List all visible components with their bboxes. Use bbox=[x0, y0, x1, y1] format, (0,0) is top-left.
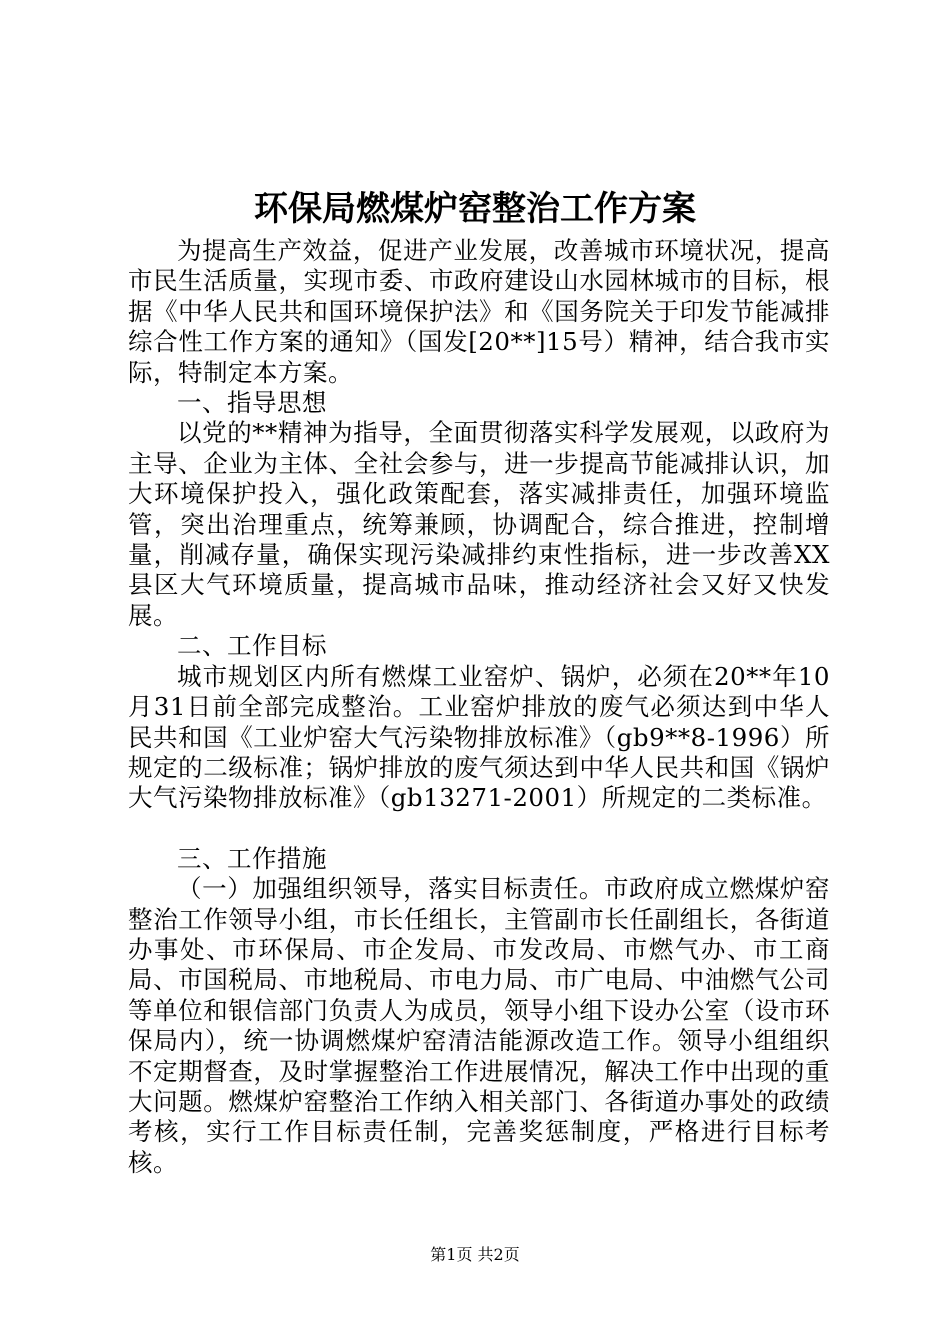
section-heading-work-goals: 二、工作目标 bbox=[177, 631, 327, 661]
section-heading-work-measures: 三、工作措施 bbox=[177, 843, 327, 873]
guiding-ideology-paragraph: 以党的**精神为指导，全面贯彻落实科学发展观，以政府为主导、企业为主体、全社会参与，进一步提高节能减排认识，加大环境保护投入，强化政策配套，落实减排责任，加强环境监管，突出治理重点，统筹兼顾，协调配合，综合推进，控制增量，削减存量，确保实现污染减排约束性指标，进一步改善XX县区大气环境质量，提高城市品味，推动经济社会又好又快发展。 bbox=[128, 418, 830, 630]
blank-line bbox=[128, 814, 830, 844]
work-goals-paragraph: 城市规划区内所有燃煤工业窑炉、锅炉，必须在20**年10月31日前全部完成整治。工业窑炉排放的废气必须达到中华人民共和国《工业炉窑大气污染物排放标准》（gb9**8-1996）所规定的二级标准；锅炉排放的废气须达到中华人民共和国《锅炉大气污染物排放标准》（gb13271-2001）所规定的二类标准。 bbox=[128, 661, 830, 813]
section-heading-guiding-ideology: 一、指导思想 bbox=[177, 388, 327, 418]
work-measures-paragraph-1: （一）加强组织领导，落实目标责任。市政府成立燃煤炉窑整治工作领导小组，市长任组长，主管副市长任副组长，各街道办事处、市环保局、市企发局、市发改局、市燃气办、市工商局、市国税局、市地税局、市电力局、市广电局、中油燃气公司等单位和银信部门负责人为成员，领导小组下设办公室（设市环保局内），统一协调燃煤炉窑清洁能源改造工作。领导小组组织不定期督查，及时掌握整治工作进展情况，解决工作中出现的重大问题。燃煤炉窑整治工作纳入相关部门、各街道办事处的政绩考核，实行工作目标责任制，完善奖惩制度，严格进行目标考核。 bbox=[128, 874, 830, 1177]
intro-paragraph: 为提高生产效益，促进产业发展，改善城市环境状况，提高市民生活质量，实现市委、市政府建设山水园林城市的目标，根据《中华人民共和国环境保护法》和《国务院关于印发节能减排综合性工作方案的通知》（国发[20**]15号）精神，结合我市实际，特制定本方案。 bbox=[128, 236, 830, 387]
document-title: 环保局燃煤炉窑整治工作方案 bbox=[254, 189, 696, 229]
page-number-footer: 第1页 共2页 bbox=[430, 1245, 520, 1264]
document-body bbox=[128, 236, 830, 1178]
